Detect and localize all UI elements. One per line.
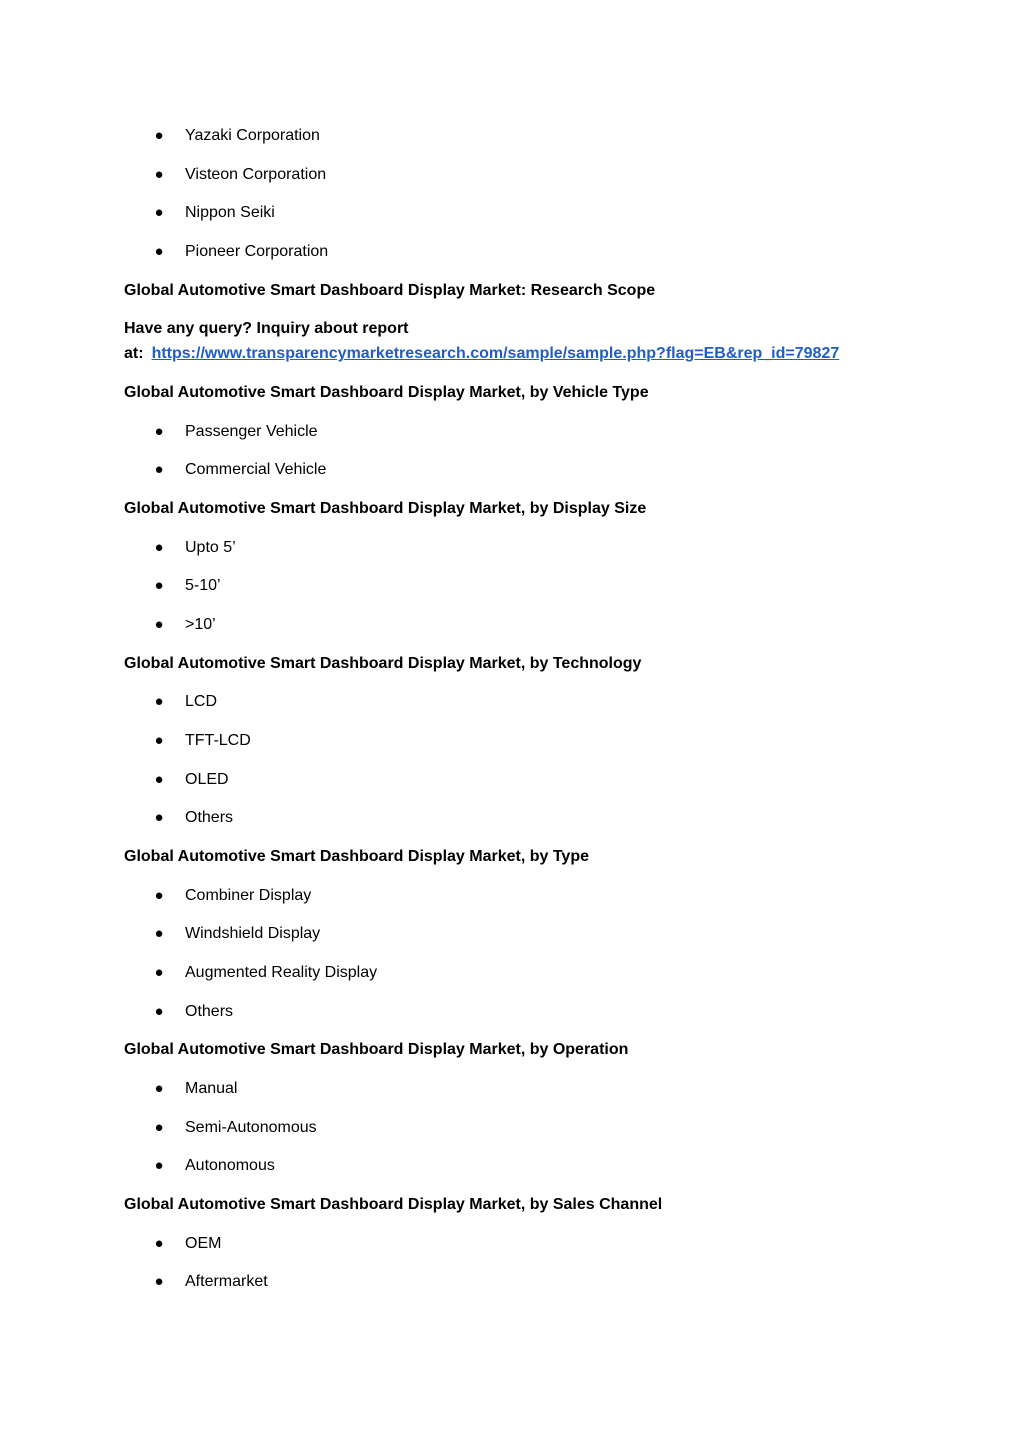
list-item-text: Upto 5’ bbox=[185, 539, 236, 556]
list-item-text: >10’ bbox=[185, 616, 216, 633]
query-prefix: at: bbox=[124, 345, 144, 362]
bullet-icon: ● bbox=[154, 771, 164, 788]
section-heading-row bbox=[0, 497, 1023, 521]
bullet-icon: ● bbox=[154, 1119, 164, 1136]
list-item-text: Others bbox=[185, 809, 234, 826]
list-item-text: Semi-Autonomous bbox=[185, 1119, 317, 1136]
list-item bbox=[0, 1232, 1023, 1256]
research-scope-heading: Global Automotive Smart Dashboard Display Market: Research Scope bbox=[124, 282, 656, 299]
bullet-icon: ● bbox=[154, 423, 164, 440]
list-item bbox=[0, 922, 1023, 946]
list-item-text: Visteon Corporation bbox=[185, 166, 327, 183]
type-heading: Global Automotive Smart Dashboard Display Market, by Type bbox=[124, 848, 589, 865]
bullet-icon: ● bbox=[154, 732, 164, 749]
inquiry-link[interactable]: https://www.transparencymarketresearch.com/sample/sample.php?flag=EB&rep_id=79827 bbox=[151, 345, 840, 362]
list-item bbox=[0, 884, 1023, 908]
query-text: Have any query? Inquiry about report bbox=[124, 320, 409, 337]
section-heading-row bbox=[0, 1038, 1023, 1062]
list-item bbox=[0, 806, 1023, 830]
vehicle-type-heading: Global Automotive Smart Dashboard Display Market, by Vehicle Type bbox=[124, 384, 649, 401]
display-size-heading: Global Automotive Smart Dashboard Display Market, by Display Size bbox=[124, 500, 647, 517]
list-item-text: Passenger Vehicle bbox=[185, 423, 318, 440]
list-item-text: Others bbox=[185, 1003, 234, 1020]
list-item-text: Manual bbox=[185, 1080, 238, 1097]
list-item-text: OLED bbox=[185, 771, 229, 788]
list-item-text: OEM bbox=[185, 1235, 222, 1252]
bullet-icon: ● bbox=[154, 809, 164, 826]
list-item-text: Pioneer Corporation bbox=[185, 243, 329, 260]
query-link-row bbox=[0, 342, 1023, 366]
section-heading-row bbox=[0, 845, 1023, 869]
query-row bbox=[0, 317, 1023, 341]
list-item bbox=[0, 729, 1023, 753]
sales-channel-heading: Global Automotive Smart Dashboard Display Market, by Sales Channel bbox=[124, 1196, 663, 1213]
list-item bbox=[0, 240, 1023, 264]
bullet-icon: ● bbox=[154, 616, 164, 633]
bullet-icon: ● bbox=[154, 166, 164, 183]
bullet-icon: ● bbox=[154, 693, 164, 710]
list-item-text: LCD bbox=[185, 693, 218, 710]
section-heading-row bbox=[0, 381, 1023, 405]
list-item bbox=[0, 1000, 1023, 1024]
list-item bbox=[0, 124, 1023, 148]
list-item bbox=[0, 1270, 1023, 1294]
section-heading-row bbox=[0, 1193, 1023, 1217]
bullet-icon: ● bbox=[154, 204, 164, 221]
list-item bbox=[0, 574, 1023, 598]
list-item bbox=[0, 613, 1023, 637]
section-heading-row bbox=[0, 279, 1023, 303]
bullet-icon: ● bbox=[154, 243, 164, 260]
list-item-text: Augmented Reality Display bbox=[185, 964, 378, 981]
list-item-text: Windshield Display bbox=[185, 925, 321, 942]
list-item-text: Aftermarket bbox=[185, 1273, 268, 1290]
list-item bbox=[0, 768, 1023, 792]
list-item bbox=[0, 690, 1023, 714]
operation-heading: Global Automotive Smart Dashboard Display Market, by Operation bbox=[124, 1041, 629, 1058]
list-item-text: TFT-LCD bbox=[185, 732, 251, 749]
list-item-text: Autonomous bbox=[185, 1157, 275, 1174]
list-item bbox=[0, 163, 1023, 187]
list-item bbox=[0, 1077, 1023, 1101]
section-heading-row bbox=[0, 652, 1023, 676]
bullet-icon: ● bbox=[154, 1273, 164, 1290]
list-item-text: Nippon Seiki bbox=[185, 204, 275, 221]
list-item bbox=[0, 201, 1023, 225]
bullet-icon: ● bbox=[154, 577, 164, 594]
list-item bbox=[0, 1154, 1023, 1178]
list-item bbox=[0, 420, 1023, 444]
bullet-icon: ● bbox=[154, 461, 164, 478]
bullet-icon: ● bbox=[154, 925, 164, 942]
bullet-icon: ● bbox=[154, 1235, 164, 1252]
list-item bbox=[0, 1116, 1023, 1140]
bullet-icon: ● bbox=[154, 1080, 164, 1097]
bullet-icon: ● bbox=[154, 1157, 164, 1174]
technology-heading: Global Automotive Smart Dashboard Display Market, by Technology bbox=[124, 655, 642, 672]
list-item-text: 5-10’ bbox=[185, 577, 221, 594]
list-item bbox=[0, 961, 1023, 985]
bullet-icon: ● bbox=[154, 887, 164, 904]
list-item-text: Yazaki Corporation bbox=[185, 127, 320, 144]
list-item bbox=[0, 458, 1023, 482]
bullet-icon: ● bbox=[154, 964, 164, 981]
bullet-icon: ● bbox=[154, 1003, 164, 1020]
list-item-text: Combiner Display bbox=[185, 887, 312, 904]
bullet-icon: ● bbox=[154, 127, 164, 144]
list-item-text: Commercial Vehicle bbox=[185, 461, 327, 478]
list-item bbox=[0, 536, 1023, 560]
bullet-icon: ● bbox=[154, 539, 164, 556]
